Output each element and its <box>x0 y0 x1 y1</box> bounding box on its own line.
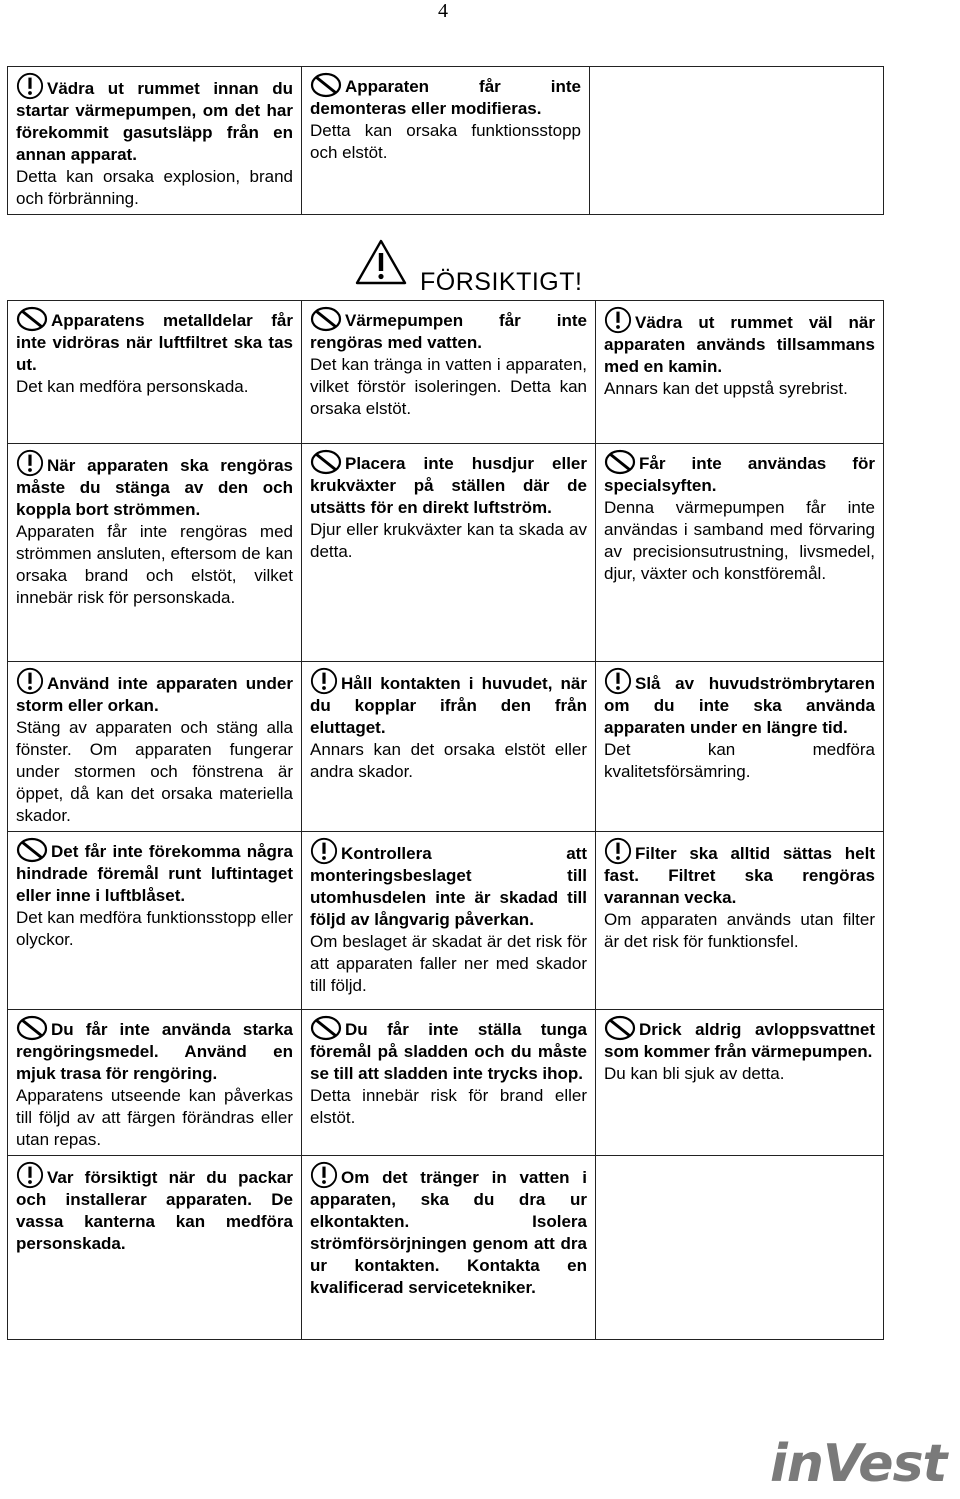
warning-text: Djur eller krukväxter kan ta skada av detta. <box>310 520 587 561</box>
warning-text: Om apparaten används utan filter är det risk för funktionsfel. <box>604 910 875 951</box>
warning-text: Det kan tränga in vatten i apparaten, vilket förstör isoleringen. Detta kan orsaka elstöt. <box>310 355 587 418</box>
warning-circle-icon <box>16 72 44 100</box>
prohibition-icon <box>604 449 636 475</box>
prohibition-icon <box>16 1015 48 1041</box>
logo-text: inVest <box>770 1434 947 1494</box>
caution-cell <box>8 832 302 1010</box>
warning-heading: Använd inte apparaten under storm eller orkan. <box>16 674 293 715</box>
warning-heading: Håll kontakten i huvudet, när du kopplar ifrån den från eluttaget. <box>310 674 587 737</box>
warning-text: Du kan bli sjuk av detta. <box>604 1064 785 1083</box>
warning-circle-icon <box>310 837 338 865</box>
warning-circle-icon <box>310 1161 338 1189</box>
caution-cell <box>8 1010 302 1156</box>
top-cell-2 <box>302 67 590 215</box>
warning-heading: Du får inte ställa tunga föremål på sladden och du måste se till att sladden inte trycks ihop. <box>310 1020 587 1083</box>
prohibition-icon <box>16 837 48 863</box>
caution-cell <box>596 1156 884 1340</box>
warning-text: Det kan medföra personskada. <box>16 377 249 396</box>
caution-cell <box>596 1010 884 1156</box>
warning-text: Det kan medföra funktionsstopp eller olyckor. <box>16 908 293 949</box>
warning-heading: Värmepumpen får inte rengöras med vatten. <box>310 311 587 352</box>
top-cell-empty <box>590 67 884 215</box>
warning-text: Detta kan orsaka funktionsstopp och elstöt. <box>310 121 581 162</box>
warning-circle-icon <box>604 667 632 695</box>
caution-cell <box>596 832 884 1010</box>
prohibition-icon <box>310 72 342 98</box>
caution-cell <box>302 444 596 662</box>
warning-text: Stäng av apparaten och stäng alla fönster. Om apparaten fungerar under stormen och fönstrena är öppet, då kan det orsaka materiella skador. <box>16 718 293 825</box>
caution-table <box>7 300 884 1340</box>
caution-cell <box>8 1156 302 1340</box>
caution-header <box>354 238 594 298</box>
warning-text: Annars kan det orsaka elstöt eller andra skador. <box>310 740 587 781</box>
prohibition-icon <box>16 306 48 332</box>
warning-heading: När apparaten ska rengöras måste du stänga av den och koppla bort strömmen. <box>16 456 293 519</box>
warning-heading: Om det tränger in vatten i apparaten, ska du dra ur elkontakten. Isolera strömförsörjningen genom att dra ur kontakten. Kontakta en kvalificerad servicetekniker. <box>310 1168 587 1297</box>
warning-circle-icon <box>604 306 632 334</box>
warning-heading: Kontrollera att monteringsbeslaget till utomhusdelen inte är skadad till följd av långvarig påverkan. <box>310 844 587 929</box>
caution-cell <box>8 662 302 832</box>
warning-heading: Får inte användas för specialsyften. <box>604 454 875 495</box>
warning-circle-icon <box>16 449 44 477</box>
warning-text: Detta kan orsaka explosion, brand och förbränning. <box>16 167 293 208</box>
caution-cell <box>302 662 596 832</box>
warning-text: Detta innebär risk för brand eller elstöt. <box>310 1086 587 1127</box>
warning-heading: Det får inte förekomma några hindrade föremål runt luftintaget eller inne i luftblåset. <box>16 842 293 905</box>
prohibition-icon <box>604 1015 636 1041</box>
warning-text: Denna värmepumpen får inte användas i samband med förvaring av precisionsutrustning, livsmedel, djur, växter och konstföremål. <box>604 498 875 583</box>
warning-heading: Vädra ut rummet innan du startar värmepumpen, om det har förekommit gasutsläpp från en annan apparat. <box>16 79 293 164</box>
warning-text: Om beslaget är skadat är det risk för att apparaten faller ner med skador till följd. <box>310 932 587 995</box>
warning-circle-icon <box>16 1161 44 1189</box>
caution-cell <box>8 301 302 444</box>
top-cell-1 <box>8 67 302 215</box>
warning-heading: Placera inte husdjur eller krukväxter på ställen där de utsätts för en direkt luftström. <box>310 454 587 517</box>
top-warning-table <box>7 66 884 215</box>
caution-cell <box>596 301 884 444</box>
page-number: 4 <box>438 0 448 22</box>
warning-heading: Vädra ut rummet väl när apparaten används tillsammans med en kamin. <box>604 313 875 376</box>
caution-cell <box>302 1010 596 1156</box>
caution-title: FÖRSIKTIGT! <box>420 268 583 296</box>
warning-text: Apparatens utseende kan påverkas till följd av att färgen förändras eller utan repas. <box>16 1086 293 1149</box>
warning-heading: Apparatens metalldelar får inte vidröras när luftfiltret ska tas ut. <box>16 311 293 374</box>
caution-triangle-icon <box>354 238 408 286</box>
caution-cell <box>8 444 302 662</box>
caution-cell <box>302 832 596 1010</box>
warning-heading: Slå av huvudströmbrytaren om du inte ska använda apparaten under en längre tid. <box>604 674 875 737</box>
warning-text: Det kan medföra kvalitetsförsämring. <box>604 740 875 781</box>
caution-cell <box>596 444 884 662</box>
warning-heading: Filter ska alltid sättas helt fast. Filtret ska rengöras varannan vecka. <box>604 844 875 907</box>
warning-heading: Drick aldrig avloppsvattnet som kommer från värmepumpen. <box>604 1020 875 1061</box>
warning-text: Apparaten får inte rengöras med strömmen ansluten, eftersom de kan orsaka brand och elstöt, vilket innebär risk för personskada. <box>16 522 293 607</box>
caution-cell <box>302 1156 596 1340</box>
warning-circle-icon <box>16 667 44 695</box>
prohibition-icon <box>310 1015 342 1041</box>
warning-heading: Du får inte använda starka rengöringsmedel. Använd en mjuk trasa för rengöring. <box>16 1020 293 1083</box>
prohibition-icon <box>310 306 342 332</box>
caution-cell <box>302 301 596 444</box>
caution-cell <box>596 662 884 832</box>
warning-heading: Var försiktigt när du packar och installerar apparaten. De vassa kanterna kan medföra personskada. <box>16 1168 293 1253</box>
warning-circle-icon <box>310 667 338 695</box>
warning-heading: Apparaten får inte demonteras eller modifieras. <box>310 77 581 118</box>
warning-circle-icon <box>604 837 632 865</box>
warning-text: Annars kan det uppstå syrebrist. <box>604 379 848 398</box>
invest-logo <box>770 1434 960 1498</box>
prohibition-icon <box>310 449 342 475</box>
